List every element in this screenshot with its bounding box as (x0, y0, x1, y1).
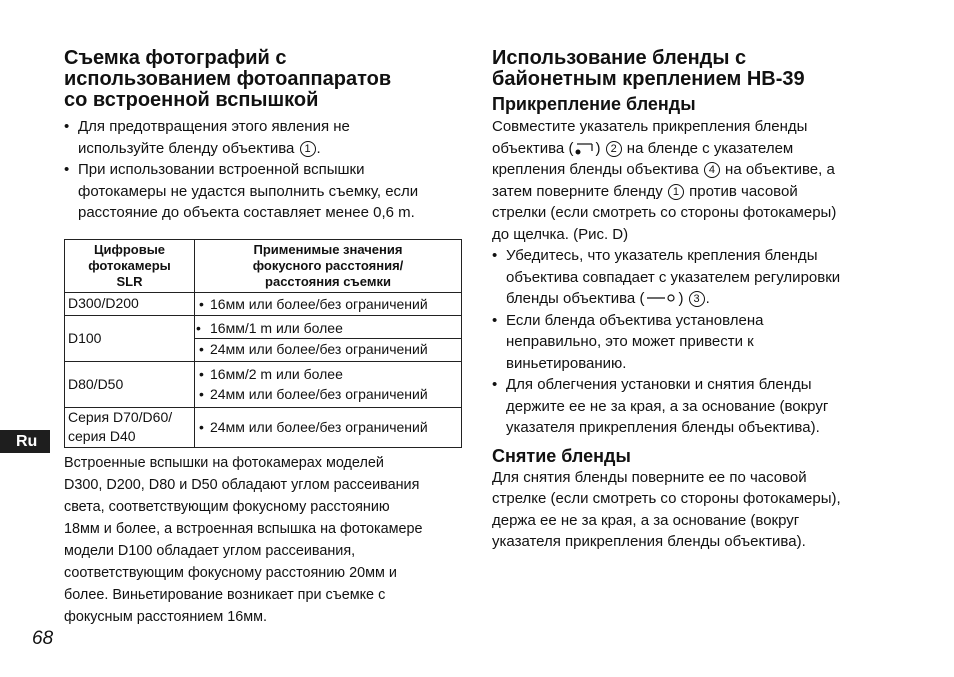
attach-heading: Прикрепление бленды (492, 94, 696, 114)
table-header-row (65, 239, 462, 292)
list-item: • Для предотвращения этого явления не используйте бленду объектива 1 . (64, 116, 464, 159)
table-row: D100 • 16мм/1 m или более • 24мм или более/без ограничений (65, 315, 462, 361)
language-tab: Ru (0, 430, 50, 453)
callout-number-icon: 1 (300, 141, 316, 157)
hood-index-icon (573, 141, 595, 155)
flash-note-paragraph: Встроенные вспышки на фотокамерах моделей D300, D200, D80 и D50 обладают углом рассеивания света, соответствующим фокусному расстоянию 18мм и более, а встроенная вспышка на фотокамере модели D100 обладает углом рассеивания, соответствующим фокусному расстоянию 20мм и более. Виньетирование возникает при съемке с фокусным расстоянием 16мм. (64, 454, 423, 625)
lens-mount-index-icon (644, 291, 678, 305)
table-row: Серия D70/D60/ серия D40 • 24мм или более/без ограничений (65, 407, 462, 447)
callout-number-icon: 1 (668, 184, 684, 200)
left-column (64, 48, 464, 628)
table-row: D300/D200 • 16мм или более/без ограничений (65, 292, 462, 315)
right-bullet-list (492, 245, 892, 439)
callout-number-icon: 2 (606, 141, 622, 157)
remove-heading: Снятие бленды (492, 445, 631, 466)
callout-number-icon: 4 (704, 162, 720, 178)
compatibility-table (64, 239, 462, 448)
left-bullet-list (64, 116, 464, 224)
right-section-title: Использование бленды с байонетным креплением HB-39 (492, 47, 805, 90)
table-header-values: Применимые значения фокусного расстояния/ расстояния съемки (195, 239, 462, 292)
list-item: • Если бленда объектива установлена неправильно, это может привести к виньетированию. (492, 310, 892, 375)
right-column (492, 48, 892, 553)
list-item: • Для облегчения установки и снятия бленды держите ее не за края, а за основание (вокруг указателя прикрепления бленды объектива). (492, 374, 892, 439)
table-header-camera: Цифровые фотокамеры SLR (65, 239, 195, 292)
attach-paragraph: Совместите указатель прикрепления бленды объектива ( ) 2 на бленде с указателем крепления бленды объектива 4 на объективе, а затем поверните бленду 1 против часовой стрелки (если смотреть со стороны фотокамеры) до щелчка. (Рис. D) (492, 118, 837, 243)
list-item: • При использовании встроенной вспышки фотокамеры не удастся выполнить съемку, если расстояние до объекта составляет менее 0,6 m. (64, 159, 464, 224)
callout-number-icon: 3 (689, 291, 705, 307)
remove-paragraph: Для снятия бленды поверните ее по часовой стрелке (если смотреть со стороны фотокамеры), держа ее не за края, а за основание (вокруг указателя прикрепления бленды объектива). (492, 468, 841, 550)
page-number: 68 (32, 628, 54, 649)
list-item: • Убедитесь, что указатель крепления бленды объектива совпадает с указателем регулировки бленды объектива ( ) 3 . (492, 245, 892, 310)
table-row: D80/D50 • 16мм/2 m или более • 24мм или более/без ограничений (65, 361, 462, 407)
left-section-title: Съемка фотографий с использованием фотоаппаратов со встроенной вспышкой (64, 47, 392, 111)
